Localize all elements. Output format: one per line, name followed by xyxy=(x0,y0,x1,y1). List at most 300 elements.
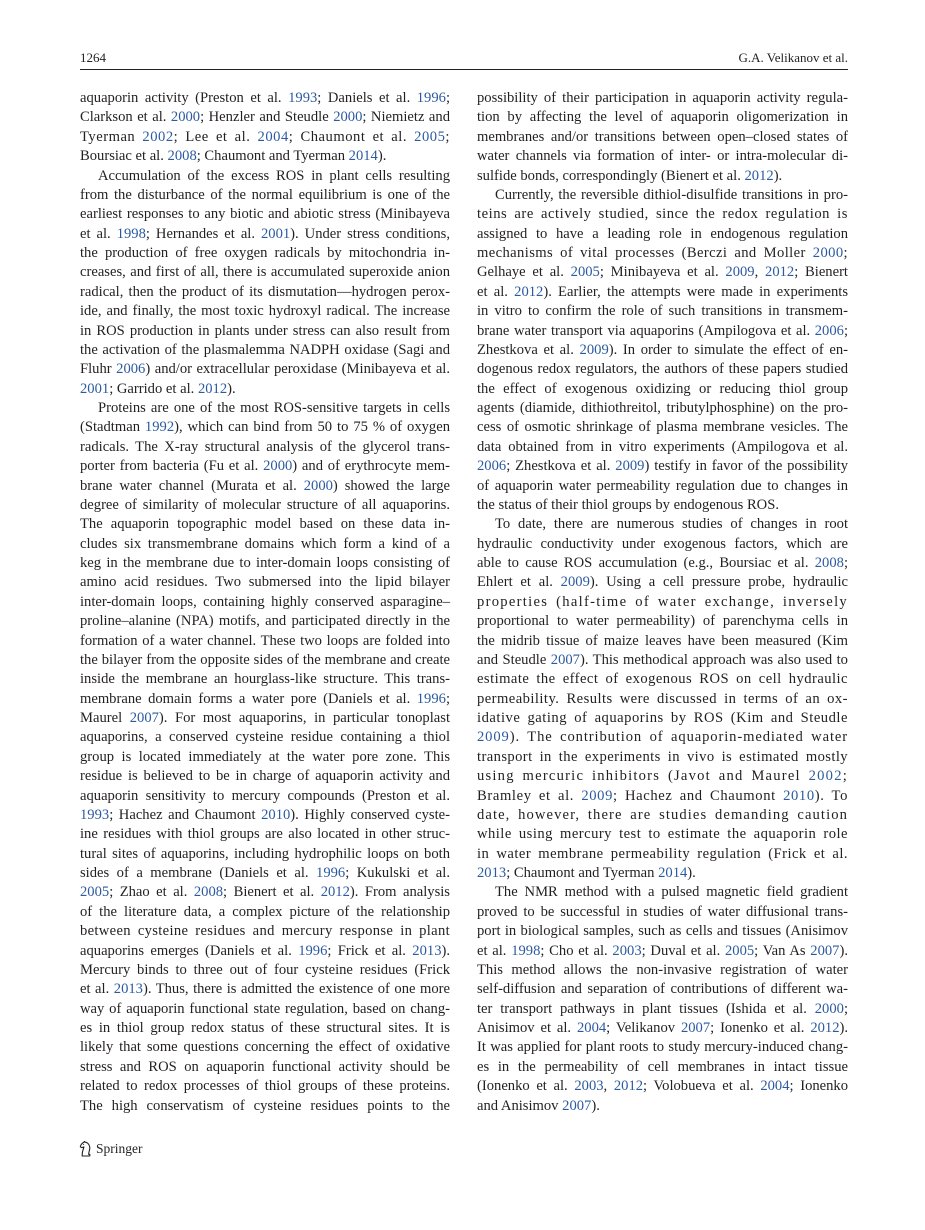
citation-link[interactable]: 2002 xyxy=(142,128,174,145)
text-line xyxy=(477,1019,848,1038)
text-run: ; xyxy=(445,128,450,145)
text-run: inside the membrane an hourglass-like structure. This trans- xyxy=(80,671,450,688)
text-run: Anisimov et al. xyxy=(477,1020,577,1036)
text-line xyxy=(80,380,450,399)
text-run: formation of a water channel. These two loops are folded into xyxy=(80,632,450,649)
text-run: ; Zhestkova et al. xyxy=(506,458,616,475)
text-run: ; Velikanov xyxy=(606,1020,681,1036)
text-run: degree of similarity of molecular structure of all aquaporins. xyxy=(80,496,450,513)
text-line xyxy=(477,690,848,709)
text-run: ; xyxy=(843,1000,848,1017)
text-run: , xyxy=(754,264,766,281)
text-run: ). xyxy=(441,942,450,959)
text-line xyxy=(477,477,848,496)
citation-link[interactable]: 2000 xyxy=(170,109,201,126)
text-run: ; xyxy=(843,245,848,261)
text-run: ; xyxy=(842,768,848,785)
text-line xyxy=(80,186,450,205)
text-run: ), which can bind from 50 to 75 % of oxygen xyxy=(174,419,450,436)
citation-link[interactable]: 2003 xyxy=(574,1078,604,1095)
citation-link[interactable]: 2012 xyxy=(320,884,350,901)
citation-link[interactable]: 1996 xyxy=(316,865,346,881)
text-run: Mercury binds to three out of four cysteine residues (Frick xyxy=(80,961,450,978)
text-line xyxy=(477,283,848,302)
text-line xyxy=(477,380,848,399)
text-line xyxy=(80,690,450,709)
text-line xyxy=(477,942,848,961)
citation-link[interactable]: 2005 xyxy=(414,128,446,145)
text-run: et al. xyxy=(477,942,512,959)
citation-link[interactable]: 2001 xyxy=(80,380,110,397)
text-run: ; Minibayeva et al. xyxy=(599,264,726,281)
citation-link[interactable]: 2007 xyxy=(562,1097,592,1114)
text-line xyxy=(477,438,848,457)
text-run: teins are actively studied, since the redox regulation is xyxy=(477,206,848,223)
text-run: ide, and finally, the most toxic hydroxyl radical. The increase xyxy=(80,303,450,320)
text-line xyxy=(80,554,450,573)
citation-link[interactable]: 1996 xyxy=(298,942,328,959)
text-run: the midrib tissue of maize leaves have been measured (Kim xyxy=(477,632,848,649)
citation-link[interactable]: 2010 xyxy=(783,787,815,804)
text-run: ; Bienert xyxy=(794,264,848,281)
text-line xyxy=(80,883,450,902)
text-line xyxy=(477,515,848,534)
text-run: sides of a membrane (Daniels et al. xyxy=(80,865,317,881)
text-line xyxy=(477,554,848,573)
text-run: port in biological samples, such as cells and tissues (Anisimov xyxy=(477,923,848,940)
text-run: related to redox processes of thiol groups of these proteins. xyxy=(80,1078,450,1095)
text-line xyxy=(80,864,450,883)
text-run: ; Hachez and Chaumont xyxy=(109,806,262,823)
text-line xyxy=(80,651,450,670)
text-run: Currently, the reversible dithiol-disulfide transitions in pro- xyxy=(495,186,848,203)
text-line xyxy=(477,496,848,515)
text-line xyxy=(80,1038,450,1057)
text-run: es in the permeability of cell membranes in intact tissue xyxy=(477,1058,848,1075)
citation-link[interactable]: 2010 xyxy=(261,806,291,823)
text-line xyxy=(80,1077,450,1096)
text-run: date, however, there are studies demanding caution xyxy=(477,806,848,823)
text-run: ; Lee et al. xyxy=(173,128,258,145)
citation-link[interactable]: 1993 xyxy=(288,90,318,106)
text-run: data obtained from in vitro experiments (Ampilogova et al. xyxy=(477,438,848,455)
text-run: ) testify in favor of the possibility xyxy=(644,458,848,475)
citation-link[interactable]: 2007 xyxy=(550,651,580,668)
text-run: ; Ionenko et al. xyxy=(710,1020,811,1036)
text-line xyxy=(80,748,450,767)
citation-link[interactable]: 2004 xyxy=(257,128,289,145)
text-run: It was applied for plant roots to study mercury-induced chang- xyxy=(477,1039,848,1056)
text-run: es in thiol group redox status of these structural sites. It is xyxy=(80,1020,450,1036)
text-run: radical, then the product of its dismutation—hydrogen perox- xyxy=(80,283,450,300)
text-run: properties (half-time of water exchange, inversely xyxy=(477,593,848,610)
text-run: in ROS production in plants under stress can also result from xyxy=(80,322,450,339)
text-line xyxy=(477,186,848,205)
text-run: group is located immediately at the water pore zone. This xyxy=(80,748,450,765)
text-line xyxy=(80,1097,450,1116)
text-run: Tyerman xyxy=(80,128,143,145)
left-column xyxy=(80,89,450,1116)
citation-link[interactable]: 2003 xyxy=(612,942,642,959)
text-line xyxy=(477,922,848,941)
text-line xyxy=(477,535,848,554)
text-line xyxy=(80,787,450,806)
text-line xyxy=(477,1038,848,1057)
text-run: aquaporin sensitivity to mercury compounds (Preston et al. xyxy=(80,787,450,804)
text-run: earliest responses to any biotic and abiotic stress (Minibayeva xyxy=(80,206,450,223)
citation-link[interactable]: 2012 xyxy=(810,1020,840,1036)
text-run: of aquaporin water permeability regulation due to changes in xyxy=(477,477,848,494)
text-run: ter transport pathways in plant tissues (Ishida et al. xyxy=(477,1000,815,1017)
text-run: ). The contribution of aquaporin-mediated water xyxy=(509,729,848,746)
text-run: ). Highly conserved cyste- xyxy=(290,806,450,823)
citation-link[interactable]: 2005 xyxy=(724,942,755,959)
text-run: ; Chaumont et al. xyxy=(288,128,415,145)
text-line xyxy=(477,128,848,147)
text-run: ; Niemietz and xyxy=(362,109,450,126)
text-run: ). Using a cell pressure probe, hydraulic xyxy=(589,574,848,591)
text-run: (Stadtman xyxy=(80,419,145,436)
text-line xyxy=(80,515,450,534)
citation-link[interactable]: 2012 xyxy=(744,167,774,184)
text-line xyxy=(477,225,848,244)
text-run: between cysteine residues and mercury response in plant xyxy=(80,923,450,940)
text-line xyxy=(477,418,848,437)
text-line xyxy=(80,632,450,651)
text-run: ). xyxy=(839,942,848,959)
text-run: ine residues with thiol groups are also located in other struc- xyxy=(80,826,450,843)
text-line xyxy=(80,418,450,437)
citation-link[interactable]: 2009 xyxy=(579,341,609,358)
text-line xyxy=(477,670,848,689)
citation-link[interactable]: 2008 xyxy=(193,884,224,901)
text-line xyxy=(80,477,450,496)
publisher-name: Springer xyxy=(96,1141,143,1156)
text-run: and Anisimov xyxy=(477,1097,563,1114)
paragraph xyxy=(80,89,450,167)
right-column xyxy=(477,89,848,1116)
text-run: brane water channel (Murata et al. xyxy=(80,477,304,494)
citation-link[interactable]: 1998 xyxy=(116,225,146,242)
text-line xyxy=(477,903,848,922)
text-line xyxy=(477,167,848,186)
citation-link[interactable]: 2004 xyxy=(760,1078,790,1095)
text-run: estimate the effect of exogenous ROS on cell hydraulic xyxy=(477,671,848,688)
text-run: ). From analysis xyxy=(349,884,450,901)
paragraph xyxy=(477,883,848,1116)
citation-link[interactable]: 2006 xyxy=(116,361,146,378)
text-run: ; Cho et al. xyxy=(540,942,613,959)
text-run: Bramley et al. xyxy=(477,787,582,804)
text-run: ). Thus, there is admitted the existence of one more xyxy=(142,981,451,998)
text-line xyxy=(477,825,848,844)
citation-link[interactable]: 2013 xyxy=(412,942,442,959)
citation-link[interactable]: 2000 xyxy=(812,245,844,261)
text-run: Gelhaye et al. xyxy=(477,264,571,281)
text-run: stress and ROS on aquaporin functional activity should be xyxy=(80,1058,450,1075)
citation-link[interactable]: 2014 xyxy=(658,865,688,881)
text-line xyxy=(80,128,450,147)
text-run: proportional to water permeability) of parenchyma cells in xyxy=(477,613,848,630)
text-line xyxy=(477,767,848,786)
text-run: Ehlert et al. xyxy=(477,574,561,591)
text-run: possibility of their participation in aquaporin activity regula- xyxy=(477,90,848,106)
text-line xyxy=(80,438,450,457)
text-run: ). Earlier, the attempts were made in experiments xyxy=(543,283,848,300)
text-run: ). To xyxy=(814,787,848,804)
page-number: 1264 xyxy=(80,50,106,65)
text-line xyxy=(80,767,450,786)
text-line xyxy=(80,903,450,922)
paragraph xyxy=(80,167,450,400)
citation-link[interactable]: 1996 xyxy=(416,690,446,707)
text-line xyxy=(477,612,848,631)
citation-link[interactable]: 2012 xyxy=(613,1078,644,1095)
citation-link[interactable]: 2001 xyxy=(260,225,291,242)
text-run: cess of osmotic shrinkage of plasma membrane vesicles. The xyxy=(477,419,848,436)
text-line xyxy=(80,573,450,592)
text-line xyxy=(80,709,450,728)
text-run: of the literature data, a complex picture of the relationship xyxy=(80,903,450,920)
text-run: ; Zhao et al. xyxy=(109,884,194,901)
text-line xyxy=(80,1000,450,1019)
text-line xyxy=(477,1097,848,1116)
text-run: ; Hachez and Chaumont xyxy=(613,787,784,804)
text-run: The NMR method with a pulsed magnetic field gradient xyxy=(495,884,848,901)
text-run: ). In order to simulate the effect of en- xyxy=(608,341,848,358)
text-line xyxy=(477,728,848,747)
text-run: using mercuric inhibitors (Javot and Maurel xyxy=(477,768,809,785)
text-line xyxy=(80,845,450,864)
text-line xyxy=(80,496,450,515)
citation-link[interactable]: 1996 xyxy=(416,90,446,106)
citation-link[interactable]: 2008 xyxy=(167,148,197,165)
text-line xyxy=(477,573,848,592)
citation-link[interactable]: 2005 xyxy=(80,884,110,901)
text-run: amino acid residues. Two submersed into the lipid bilayer xyxy=(80,574,450,591)
text-run: permeability. Results were discussed in terms of an ox- xyxy=(477,690,848,707)
citation-link[interactable]: 2000 xyxy=(333,109,363,126)
citation-link[interactable]: 1993 xyxy=(80,806,110,823)
paragraph xyxy=(477,186,848,515)
citation-link[interactable]: 2008 xyxy=(814,555,844,571)
text-run: agents (diamide, dithiothreitol, tributylphosphine) on the pro- xyxy=(477,400,848,416)
text-line xyxy=(80,961,450,980)
text-line xyxy=(477,360,848,379)
citation-link[interactable]: 2000 xyxy=(263,458,293,475)
citation-link[interactable]: 2009 xyxy=(560,574,590,591)
text-run: Proteins are one of the most ROS-sensitive targets in cells xyxy=(98,400,450,416)
text-line xyxy=(477,1000,848,1019)
text-line xyxy=(477,1077,848,1096)
text-run: This method allows the non-invasive registration of water xyxy=(477,961,848,978)
text-run: ). xyxy=(227,380,236,397)
text-run: tion by affecting the level of aquaporin oligomerization in xyxy=(477,109,848,126)
text-line xyxy=(80,225,450,244)
text-run: brane water transport via aquaporins (Ampilogova et al. xyxy=(477,322,815,339)
text-run: the production of free oxygen radicals by mitochondria in- xyxy=(80,245,450,261)
text-run: ; xyxy=(843,322,848,339)
text-run: residue is believed to be in charge of aquaporin activity and xyxy=(80,768,450,785)
citation-link[interactable]: 2005 xyxy=(570,264,600,281)
text-run: ; Kukulski et al. xyxy=(345,865,450,881)
text-line xyxy=(80,612,450,631)
text-line xyxy=(80,205,450,224)
text-run: tural sites of aquaporins, including hydrophilic loops on both xyxy=(80,845,450,862)
text-run: ). xyxy=(773,167,783,184)
citation-link[interactable]: 2013 xyxy=(477,865,507,881)
text-run: (Ionenko et al. xyxy=(477,1078,575,1095)
text-run: transport in the experiments in vivo is estimated mostly xyxy=(477,748,848,765)
citation-link[interactable]: 2006 xyxy=(814,322,844,339)
text-run: ) showed the large xyxy=(332,477,450,494)
citation-link[interactable]: 2012 xyxy=(514,283,544,300)
text-line xyxy=(477,883,848,902)
text-line xyxy=(477,980,848,999)
text-run: aquaporins emerges (Daniels et al. xyxy=(80,942,299,959)
text-line xyxy=(477,1058,848,1077)
text-run: membranes and/or transitions between open–closed states of xyxy=(477,128,848,145)
text-run: et al. xyxy=(80,981,114,998)
text-line xyxy=(80,825,450,844)
text-run: in vitro to confirm the role of such transitions in transmem- xyxy=(477,303,848,320)
text-run: able to cause ROS accumulation (e.g., Boursiac et al. xyxy=(477,555,815,571)
citation-link[interactable]: 2002 xyxy=(808,768,843,785)
text-run: porter from bacteria (Fu et al. xyxy=(80,458,264,475)
text-line xyxy=(80,535,450,554)
text-run: ). xyxy=(687,865,696,881)
text-line xyxy=(477,147,848,166)
text-run: from the disturbance of the normal equilibrium is one of the xyxy=(80,186,450,203)
text-run: To date, there are numerous studies of changes in root xyxy=(495,516,848,533)
text-line xyxy=(477,787,848,806)
text-run: proline–alanine (NPA) motifs, and participated directly in the xyxy=(80,613,450,630)
text-run: ; Daniels et al. xyxy=(317,90,417,106)
text-run: ; Volobueva et al. xyxy=(643,1078,761,1095)
text-line xyxy=(477,651,848,670)
text-run: way of aquaporin functional state regulation, based on chang- xyxy=(80,1000,450,1017)
text-run: Fluhr xyxy=(80,361,117,378)
text-line xyxy=(80,728,450,747)
text-run: Clarkson et al. xyxy=(80,109,171,126)
citation-link[interactable]: 2009 xyxy=(477,729,510,746)
text-run: et al. xyxy=(477,283,515,300)
text-run: aquaporin activity (Preston et al. xyxy=(80,90,289,106)
text-line xyxy=(80,980,450,999)
text-run: ; Henzler and Steudle xyxy=(200,109,334,126)
citation-link[interactable]: 2009 xyxy=(581,787,614,804)
citation-link[interactable]: 2004 xyxy=(576,1020,607,1036)
citation-link[interactable]: 2012 xyxy=(197,380,228,397)
text-run: ) and of erythrocyte mem- xyxy=(292,458,451,475)
text-line xyxy=(80,806,450,825)
citation-link[interactable]: 2009 xyxy=(725,264,755,281)
text-run: ; Chaumont and Tyerman xyxy=(506,865,659,881)
text-line xyxy=(80,457,450,476)
citation-link[interactable]: 2012 xyxy=(765,264,795,281)
text-run: ; Garrido et al. xyxy=(109,380,198,397)
footer xyxy=(79,1139,143,1159)
paragraph xyxy=(477,89,848,186)
text-run: ; Ionenko xyxy=(789,1078,849,1095)
text-line xyxy=(80,922,450,941)
text-line xyxy=(477,205,848,224)
text-run: Zhestkova et al. xyxy=(477,341,580,358)
text-run: water channels via formation of inter- or intra-molecular di- xyxy=(477,148,848,165)
text-run: while using mercury test to estimate the aquaporin role xyxy=(477,826,848,843)
text-run: radicals. The X-ray structural analysis of the glycerol trans- xyxy=(80,438,450,455)
text-line xyxy=(80,89,450,108)
citation-link[interactable]: 2000 xyxy=(303,477,333,494)
text-line xyxy=(80,1058,450,1077)
citation-link[interactable]: 2013 xyxy=(113,981,143,998)
citation-link[interactable]: 2014 xyxy=(348,148,378,165)
text-run: ; Frick et al. xyxy=(327,942,413,959)
text-run: The aquaporin topographic model based on these data in- xyxy=(80,516,450,533)
text-run: ; xyxy=(445,690,450,707)
text-line xyxy=(80,147,450,166)
citation-link[interactable]: 2007 xyxy=(680,1020,711,1036)
header-rule xyxy=(80,69,848,70)
citation-link[interactable]: 2009 xyxy=(615,458,645,475)
text-line xyxy=(80,283,450,302)
text-run: membrane domain forms a water pore (Daniels et al. xyxy=(80,690,417,707)
text-line xyxy=(477,845,848,864)
text-run: idative gating of aquaporins by ROS (Kim and Steudle xyxy=(477,710,848,726)
text-run: et al. xyxy=(80,225,117,242)
text-run: ). xyxy=(591,1097,600,1114)
citation-link[interactable]: 2007 xyxy=(810,942,840,959)
text-line xyxy=(80,167,450,186)
text-run: Maurel xyxy=(80,710,130,726)
text-run: and Steudle xyxy=(477,651,551,668)
text-run: proved to be successful in studies of water diffusional trans- xyxy=(477,903,848,920)
text-run: ; xyxy=(843,555,848,571)
text-run: ; Bienert et al. xyxy=(223,884,321,901)
text-line xyxy=(477,341,848,360)
text-line xyxy=(80,263,450,282)
text-line xyxy=(80,399,450,418)
text-line xyxy=(80,593,450,612)
text-run: sulfide bonds, correspondingly (Bienert et al. xyxy=(477,167,745,184)
text-line xyxy=(477,263,848,282)
text-line xyxy=(477,244,848,263)
text-run: cludes six transmembrane domains which form a kind of a xyxy=(80,535,450,552)
text-line xyxy=(80,360,450,379)
text-line xyxy=(80,670,450,689)
text-run: dogenous redox regulators, the authors of these papers studied xyxy=(477,361,848,378)
text-run: in water membrane permeability regulation (Frick et al. xyxy=(477,845,848,862)
text-line xyxy=(477,593,848,612)
citation-link[interactable]: 1998 xyxy=(511,942,541,959)
text-line xyxy=(80,244,450,263)
text-run: ). xyxy=(839,1020,849,1036)
springer-knight-icon xyxy=(79,1141,92,1157)
text-line xyxy=(80,108,450,127)
running-head: G.A. Velikanov et al. xyxy=(738,50,848,65)
citation-link[interactable]: 2000 xyxy=(814,1000,844,1017)
text-run: inter-domain loops, containing highly conserved asparagine– xyxy=(80,593,450,610)
text-line xyxy=(477,709,848,728)
text-run: Accumulation of the excess ROS in plant cells resulting xyxy=(98,167,450,184)
text-line xyxy=(477,806,848,825)
citation-link[interactable]: 2007 xyxy=(129,710,159,726)
text-run: assigned to have a leading role in endogenous regulation xyxy=(477,225,848,242)
citation-link[interactable]: 1992 xyxy=(144,419,175,436)
citation-link[interactable]: 2006 xyxy=(477,458,507,475)
text-run: Boursiac et al. xyxy=(80,148,168,165)
text-run: ) and/or extracellular peroxidase (Minibayeva et al. xyxy=(145,361,450,378)
